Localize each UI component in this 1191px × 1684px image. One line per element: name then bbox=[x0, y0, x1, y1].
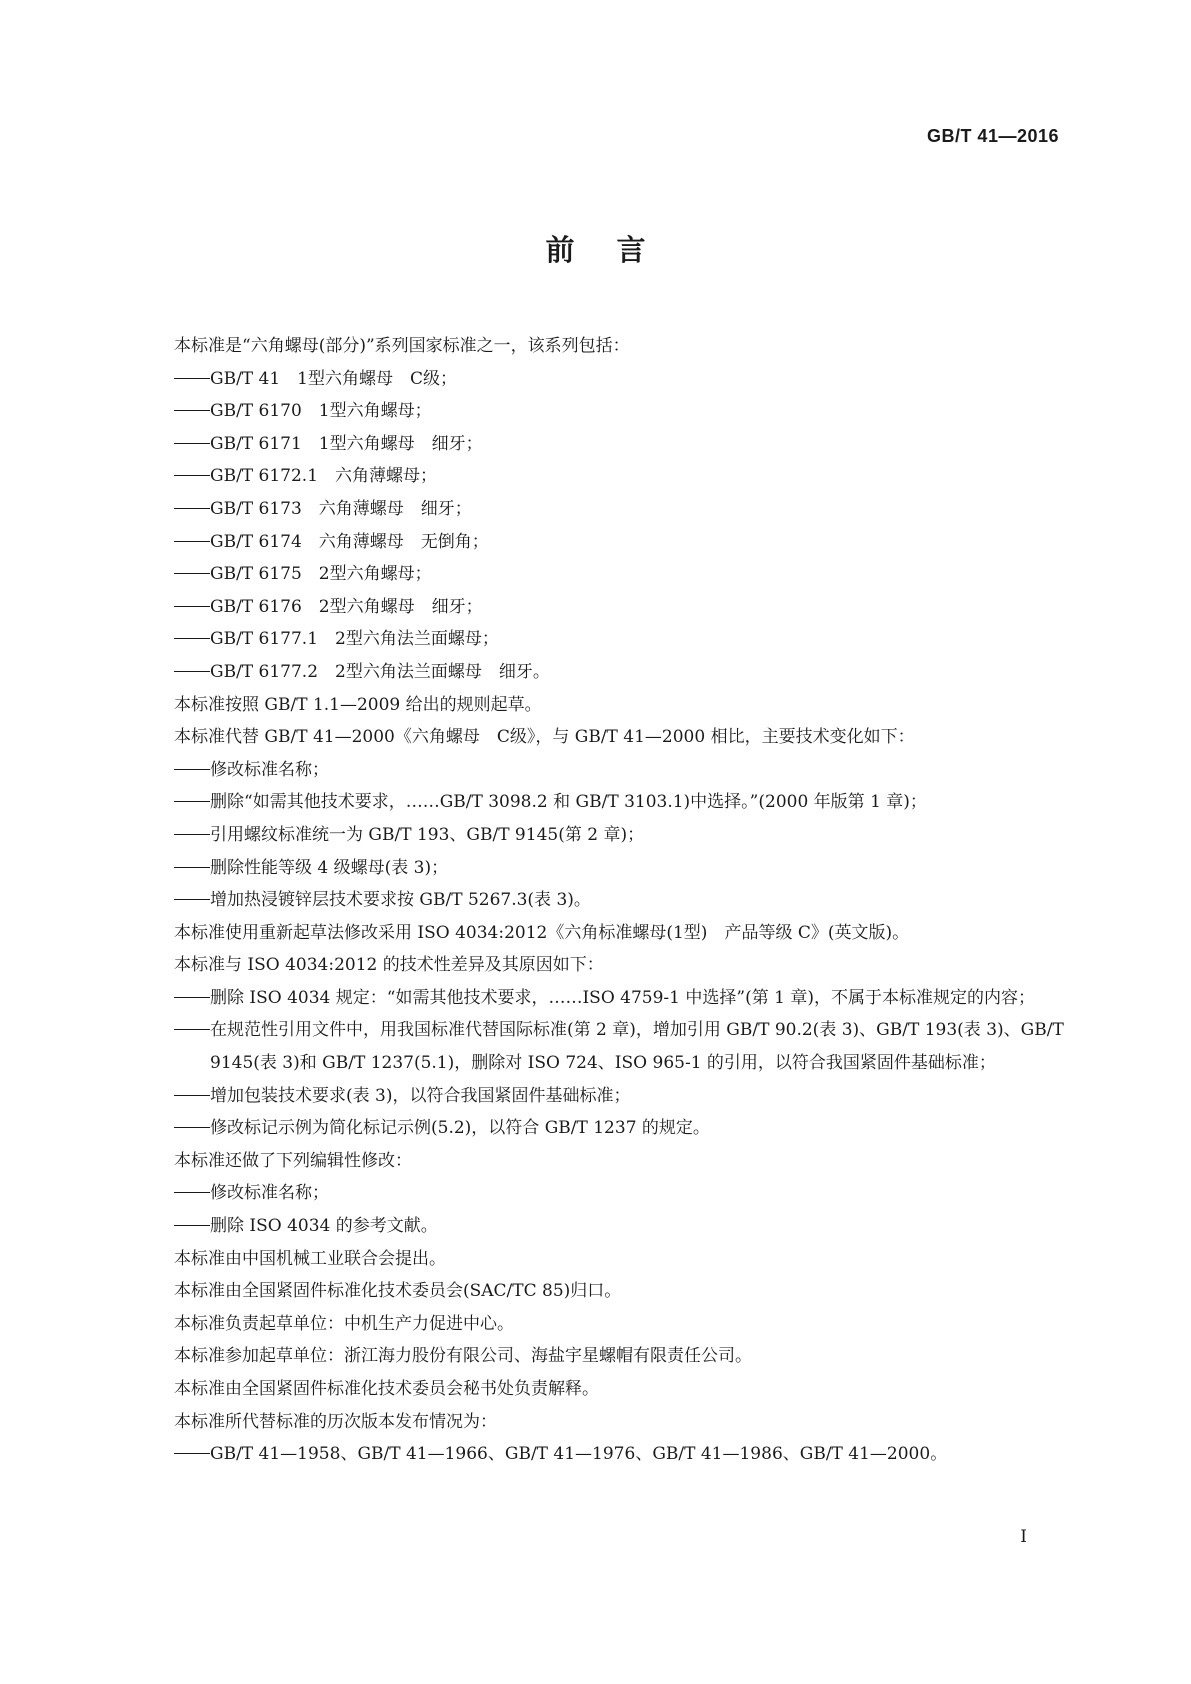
standard-code: GB/T 41—2016 bbox=[926, 126, 1059, 146]
list-item: 在规范性引用文件中，用我国标准代替国际标准(第 2 章)，增加引用 GB/T 90.2(表 3)、GB/T 193(表 3)、GB/T 9145(表 3)和 GB/T 1237(5.1)，删除对 ISO 724、ISO 965-1 的引用，以符合我国紧固件基础标准； bbox=[174, 1014, 1064, 1079]
series-list bbox=[174, 363, 1064, 689]
dash-marker bbox=[174, 460, 210, 493]
adoption-paragraph: 本标准使用重新起草法修改采用 ISO 4034:2012《六角标准螺母(1型) 产品等级 C》(英文版)。 bbox=[174, 922, 910, 943]
list-item: 删除 ISO 4034 的参考文献。 bbox=[174, 1210, 1064, 1243]
list-item: GB/T 6174 六角薄螺母 无倒角； bbox=[174, 526, 1064, 559]
dash-marker bbox=[174, 786, 210, 819]
dash-marker bbox=[174, 493, 210, 526]
dash-marker bbox=[174, 1112, 210, 1145]
list-item: GB/T 6177.1 2型六角法兰面螺母； bbox=[174, 623, 1064, 656]
dash-marker bbox=[174, 884, 210, 917]
dash-marker bbox=[174, 1210, 210, 1243]
dash-marker bbox=[174, 395, 210, 428]
dash-marker bbox=[174, 591, 210, 624]
technical-changes-list bbox=[174, 754, 1064, 917]
dash-marker bbox=[174, 526, 210, 559]
dash-marker bbox=[174, 819, 210, 852]
managed-by-paragraph: 本标准由全国紧固件标准化技术委员会(SAC/TC 85)归口。 bbox=[174, 1281, 622, 1302]
differences-list bbox=[174, 982, 1064, 1145]
dash-marker bbox=[174, 1438, 210, 1471]
proposed-by-paragraph: 本标准由中国机械工业联合会提出。 bbox=[174, 1248, 446, 1269]
editorial-changes-list bbox=[174, 1177, 1064, 1242]
dash-marker bbox=[174, 428, 210, 461]
intro-paragraph: 本标准是“六角螺母(部分)”系列国家标准之一，该系列包括： bbox=[174, 336, 630, 356]
list-item: 修改标准名称； bbox=[174, 1177, 1064, 1210]
dash-marker bbox=[174, 1177, 210, 1210]
list-item: GB/T 41 1型六角螺母 C级； bbox=[174, 363, 1064, 396]
list-item: 增加热浸镀锌层技术要求按 GB/T 5267.3(表 3)。 bbox=[174, 884, 1064, 917]
replaces-paragraph: 本标准代替 GB/T 41—2000《六角螺母 C级》，与 GB/T 41—2000 相比，主要技术变化如下： bbox=[174, 727, 915, 748]
editorial-intro-paragraph: 本标准还做了下列编辑性修改： bbox=[174, 1150, 412, 1171]
list-item: 修改标准名称； bbox=[174, 754, 1064, 787]
list-item: GB/T 6176 2型六角螺母 细牙； bbox=[174, 591, 1064, 624]
list-item: GB/T 6172.1 六角薄螺母； bbox=[174, 460, 1064, 493]
list-item: GB/T 6173 六角薄螺母 细牙； bbox=[174, 493, 1064, 526]
dash-marker bbox=[174, 558, 210, 591]
list-item: 删除 ISO 4034 规定：“如需其他技术要求，……ISO 4759-1 中选择”(第 1 章)，不属于本标准规定的内容； bbox=[174, 982, 1064, 1015]
dash-marker bbox=[174, 852, 210, 885]
page-title: 前言 bbox=[545, 233, 688, 267]
list-item: 删除“如需其他技术要求，……GB/T 3098.2 和 GB/T 3103.1)中选择。”(2000 年版第 1 章)； bbox=[174, 786, 1064, 819]
list-item: GB/T 6171 1型六角螺母 细牙； bbox=[174, 428, 1064, 461]
interpretation-paragraph: 本标准由全国紧固件标准化技术委员会秘书处负责解释。 bbox=[174, 1379, 599, 1399]
dash-marker bbox=[174, 1014, 210, 1047]
page-number: I bbox=[1020, 1527, 1027, 1547]
history-intro-paragraph: 本标准所代替标准的历次版本发布情况为： bbox=[174, 1411, 497, 1432]
participating-units-paragraph: 本标准参加起草单位：浙江海力股份有限公司、海盐宇星螺帽有限责任公司。 bbox=[174, 1346, 752, 1367]
history-list bbox=[174, 1438, 1064, 1471]
list-item: 删除性能等级 4 级螺母(表 3)； bbox=[174, 852, 1064, 885]
drafting-rule-paragraph: 本标准按照 GB/T 1.1—2009 给出的规则起草。 bbox=[174, 694, 542, 715]
drafting-unit-paragraph: 本标准负责起草单位：中机生产力促进中心。 bbox=[174, 1313, 514, 1334]
document-body bbox=[174, 330, 1064, 1471]
dash-marker bbox=[174, 982, 210, 1015]
list-item: GB/T 6170 1型六角螺母； bbox=[174, 395, 1064, 428]
dash-marker bbox=[174, 623, 210, 656]
dash-marker bbox=[174, 656, 210, 689]
list-item: GB/T 6177.2 2型六角法兰面螺母 细牙。 bbox=[174, 656, 1064, 689]
dash-marker bbox=[174, 363, 210, 396]
list-item: GB/T 41—1958、GB/T 41—1966、GB/T 41—1976、GB/T 41—1986、GB/T 41—2000。 bbox=[174, 1438, 1064, 1471]
list-item: 修改标记示例为简化标记示例(5.2)，以符合 GB/T 1237 的规定。 bbox=[174, 1112, 1064, 1145]
list-item: 增加包装技术要求(表 3)，以符合我国紧固件基础标准； bbox=[174, 1080, 1064, 1113]
differences-intro-paragraph: 本标准与 ISO 4034:2012 的技术性差异及其原因如下： bbox=[174, 955, 604, 976]
list-item: 引用螺纹标准统一为 GB/T 193、GB/T 9145(第 2 章)； bbox=[174, 819, 1064, 852]
list-item: GB/T 6175 2型六角螺母； bbox=[174, 558, 1064, 591]
dash-marker bbox=[174, 754, 210, 787]
dash-marker bbox=[174, 1080, 210, 1113]
